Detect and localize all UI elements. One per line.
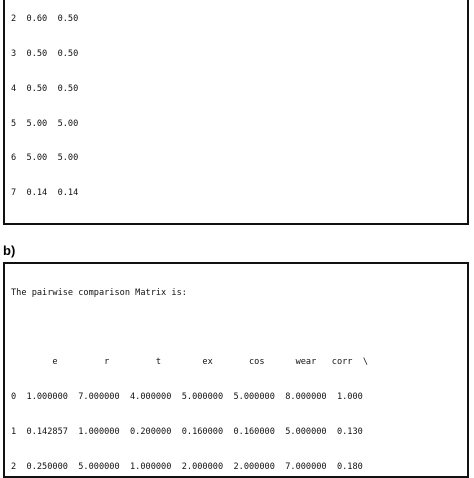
console-text-b xyxy=(11,265,368,478)
matrix-row-line: 3 0.50 0.50 xyxy=(11,48,79,59)
console-text-a xyxy=(11,0,358,225)
matrix-title-line: The pairwise comparison Matrix is: xyxy=(11,288,187,299)
matrix-row-line xyxy=(11,223,358,225)
matrix-header-line: e r t ex cos wear corr \ xyxy=(11,357,368,368)
console-output-panel-a xyxy=(3,0,469,225)
matrix-row-line: 2 0.60 0.50 xyxy=(11,14,79,25)
matrix-row-line: 4 0.50 0.50 xyxy=(11,83,79,94)
console-output-panel-b xyxy=(3,262,469,478)
matrix-row-line: 2 0.250000 5.000000 1.000000 2.000000 2.000000 7.000000 0.180 xyxy=(11,461,363,472)
matrix-row-line: 7 0.14 0.14 xyxy=(11,188,79,199)
matrix-row-line: 5 5.00 5.00 xyxy=(11,118,79,129)
matrix-row-line: 0 1.000000 7.000000 4.000000 5.000000 5.000000 8.000000 1.000 xyxy=(11,391,363,402)
panel-label-b: b) xyxy=(3,243,16,258)
matrix-row-line: 1 0.142857 1.000000 0.200000 0.160000 0.160000 5.000000 0.130 xyxy=(11,426,363,437)
matrix-row-line: 6 5.00 5.00 xyxy=(11,153,79,164)
